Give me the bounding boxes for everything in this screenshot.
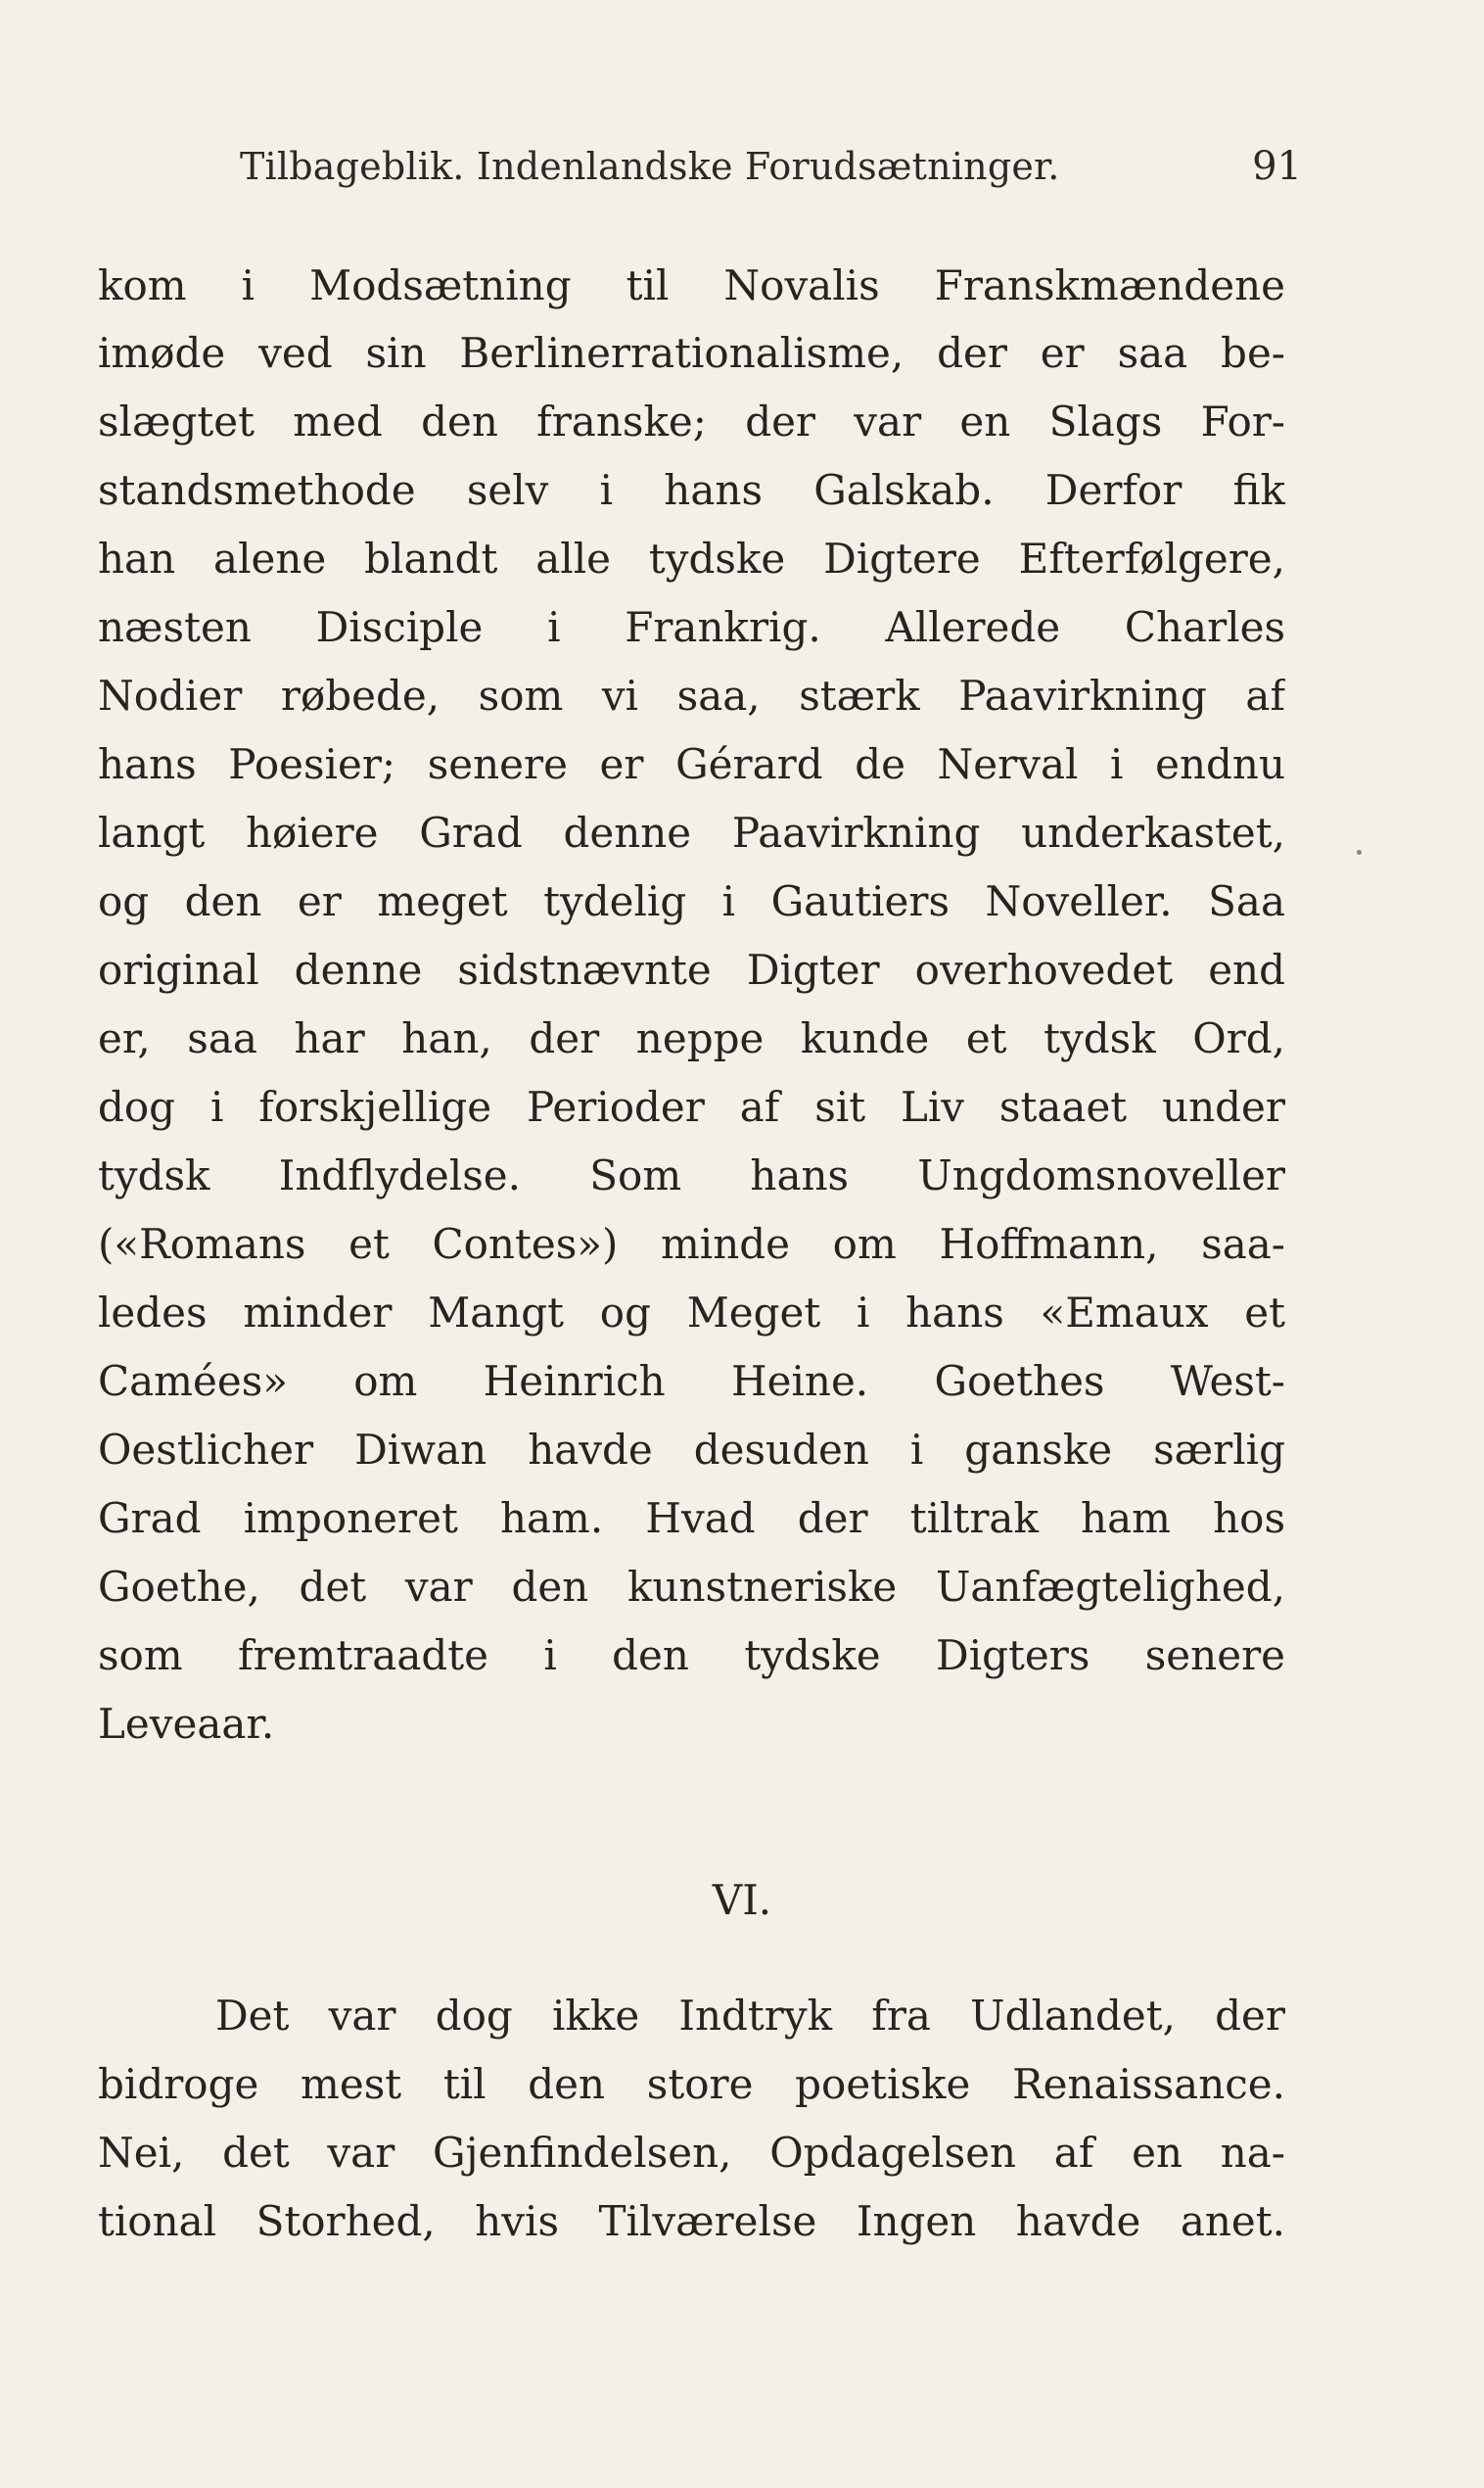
- running-header: [240, 139, 1302, 194]
- text-line: langt høiere Grad denne Paavirkning underkastet,: [98, 809, 1285, 857]
- text-line: er, saa har han, der neppe kunde et tydsk Ord,: [98, 1014, 1285, 1062]
- page-number: 91: [1252, 144, 1302, 189]
- running-title: Tilbageblik. Indenlandske Forudsætninger.: [240, 145, 1060, 188]
- text-line: ledes minder Mangt og Meget i hans «Emaux et: [98, 1289, 1285, 1337]
- text-line: og den er meget tydelig i Gautiers Noveller. Saa: [98, 877, 1285, 925]
- text-line: Nei, det var Gjenfindelsen, Opdagelsen af en na-: [98, 2129, 1285, 2177]
- text-line: Camées» om Heinrich Heine. Goethes West-: [98, 1357, 1285, 1405]
- text-line: kom i Modsætning til Novalis Franskmændene: [98, 261, 1285, 309]
- text-line: slægtet med den franske; der var en Slags For-: [98, 398, 1285, 446]
- text-line: Oestlicher Diwan havde desuden i ganske særlig: [98, 1426, 1285, 1474]
- text-line: original denne sidstnævnte Digter overhovedet end: [98, 946, 1285, 994]
- text-line: dog i forskjellige Perioder af sit Liv staaet under: [98, 1083, 1285, 1131]
- text-line: bidroge mest til den store poetiske Renaissance.: [98, 2060, 1285, 2108]
- text-line: Grad imponeret ham. Hvad der tiltrak ham hos: [98, 1494, 1285, 1542]
- text-line: hans Poesier; senere er Gérard de Nerval i endnu: [98, 740, 1285, 788]
- text-line: Goethe, det var den kunstneriske Uanfægtelighed,: [98, 1563, 1285, 1611]
- text-line: han alene blandt alle tydske Digtere Efterfølgere,: [98, 535, 1285, 583]
- text-line: imøde ved sin Berlinerrationalisme, der er saa be-: [98, 329, 1285, 377]
- text-line: tydsk Indflydelse. Som hans Ungdomsnoveller: [98, 1151, 1285, 1199]
- text-line: Det var dog ikke Indtryk fra Udlandet, der: [215, 1992, 1285, 2040]
- text-line: Nodier røbede, som vi saa, stærk Paavirkning af: [98, 672, 1285, 720]
- section-heading: VI.: [712, 1876, 772, 1924]
- text-line: («Romans et Contes») minde om Hoffmann, saa-: [98, 1220, 1285, 1268]
- text-line: som fremtraadte i den tydske Digters senere: [98, 1631, 1285, 1679]
- text-line: tional Storhed, hvis Tilværelse Ingen havde anet.: [98, 2197, 1285, 2245]
- text-line: standsmethode selv i hans Galskab. Derfor fik: [98, 466, 1285, 514]
- paper-speck: [1357, 850, 1362, 855]
- text-line: næsten Disciple i Frankrig. Allerede Charles: [98, 603, 1285, 651]
- text-line: Leveaar.: [98, 1700, 275, 1748]
